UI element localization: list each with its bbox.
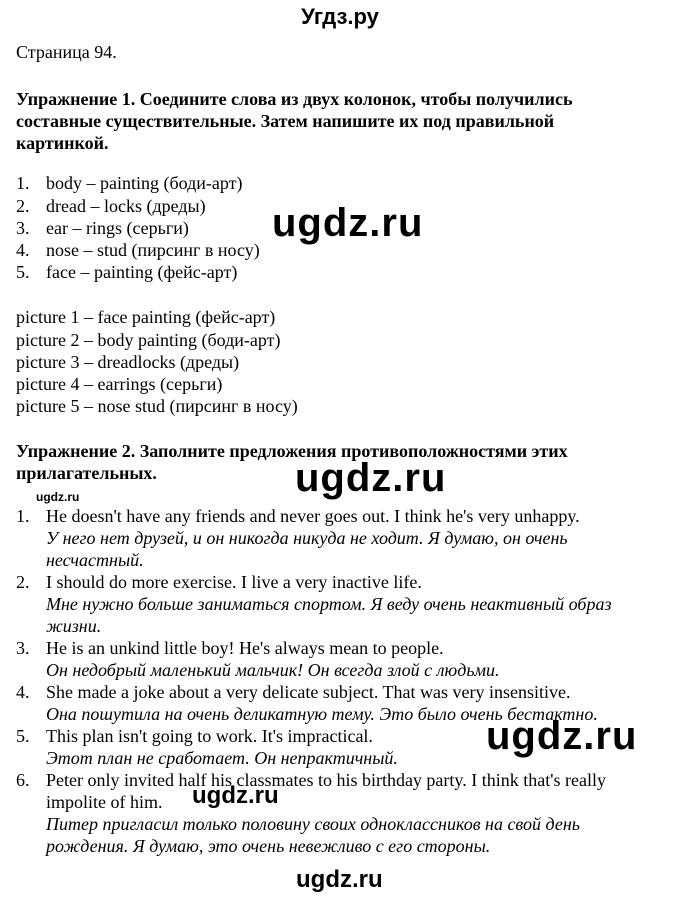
list-item-number: 1.: [16, 173, 30, 193]
sentence-ru: Питер пригласил только половину своих одноклассников на свой день: [46, 814, 580, 834]
list-item-number: 2.: [16, 572, 30, 592]
watermark: ugdz.ru: [295, 456, 447, 500]
list-item-number: 4.: [16, 682, 30, 702]
list-item-number: 1.: [16, 506, 30, 526]
footer-watermark: ugdz.ru: [296, 866, 383, 893]
list-item-number: 2.: [16, 196, 30, 216]
sentence-ru: рождения. Я думаю, это очень невежливо с его стороны.: [46, 836, 491, 856]
exercise1-heading: [16, 88, 656, 154]
picture-item: picture 3 – dreadlocks (дреды): [16, 352, 240, 372]
exercise1-heading-line: Упражнение 1. Соедините слова из двух колонок, чтобы получились: [16, 89, 573, 109]
page-number: Страница 94.: [16, 42, 117, 62]
list-item: nose – stud (пирсинг в носу): [46, 240, 260, 260]
sentence-ru: Этот план не сработает. Он непрактичный.: [46, 748, 398, 768]
list-item-number: 4.: [16, 240, 30, 260]
sentence-en: This plan isn't going to work. It's impractical.: [46, 726, 373, 746]
list-item-number: 3.: [16, 218, 30, 238]
site-title: Угдз.ру: [301, 4, 379, 29]
sentence-en: She made a joke about a very delicate subject. That was very insensitive.: [46, 682, 571, 702]
watermark: ugdz.ru: [272, 201, 424, 245]
list-item-number: 5.: [16, 262, 30, 282]
watermark: ugdz.ru: [486, 714, 638, 758]
sentence-ru: Он недобрый маленький мальчик! Он всегда злой с людьми.: [46, 660, 500, 680]
picture-item: picture 1 – face painting (фейс-арт): [16, 307, 276, 327]
sentence-en: He doesn't have any friends and never goes out. I think he's very unhappy.: [46, 506, 580, 526]
exercise1-heading-line: составные существительные. Затем напишите их под правильной: [16, 111, 555, 131]
sentence-en: Peter only invited half his classmates to his birthday party. I think that's really: [46, 770, 606, 790]
picture-item: picture 5 – nose stud (пирсинг в носу): [16, 396, 298, 416]
sentence-en: I should do more exercise. I live a very inactive life.: [46, 572, 422, 592]
list-item-number: 5.: [16, 726, 30, 746]
list-item-number: 3.: [16, 638, 30, 658]
sentence-ru: жизни.: [46, 616, 102, 636]
list-item: face – painting (фейс-арт): [46, 262, 238, 282]
exercise2-heading-line: прилагательных.: [16, 463, 157, 483]
sentence-ru: несчастный.: [46, 550, 144, 570]
sentence-ru: Она пошутила на очень деликатную тему. Это было очень бестактно.: [46, 704, 598, 724]
sentence-ru: Мне нужно больше заниматься спортом. Я веду очень неактивный образ: [46, 594, 612, 614]
picture-item: picture 2 – body painting (боди-арт): [16, 330, 281, 350]
exercise1-heading-line: картинкой.: [16, 133, 109, 153]
sentence-en: impolite of him.: [46, 792, 163, 812]
watermark: ugdz.ru: [192, 782, 279, 809]
sentence-en: He is an unkind little boy! He's always mean to people.: [46, 638, 444, 658]
exercise2-heading-line: Упражнение 2. Заполните предложения противоположностями этих: [16, 441, 568, 461]
list-item: body – painting (боди-арт): [46, 173, 243, 193]
sentence-ru: У него нет друзей, и он никогда никуда не ходит. Я думаю, он очень: [46, 528, 568, 548]
list-item: dread – locks (дреды): [46, 196, 206, 216]
list-item: ear – rings (серьги): [46, 218, 189, 238]
picture-item: picture 4 – earrings (серьги): [16, 374, 223, 394]
watermark-small: ugdz.ru: [36, 490, 80, 504]
list-item-number: 6.: [16, 770, 30, 790]
